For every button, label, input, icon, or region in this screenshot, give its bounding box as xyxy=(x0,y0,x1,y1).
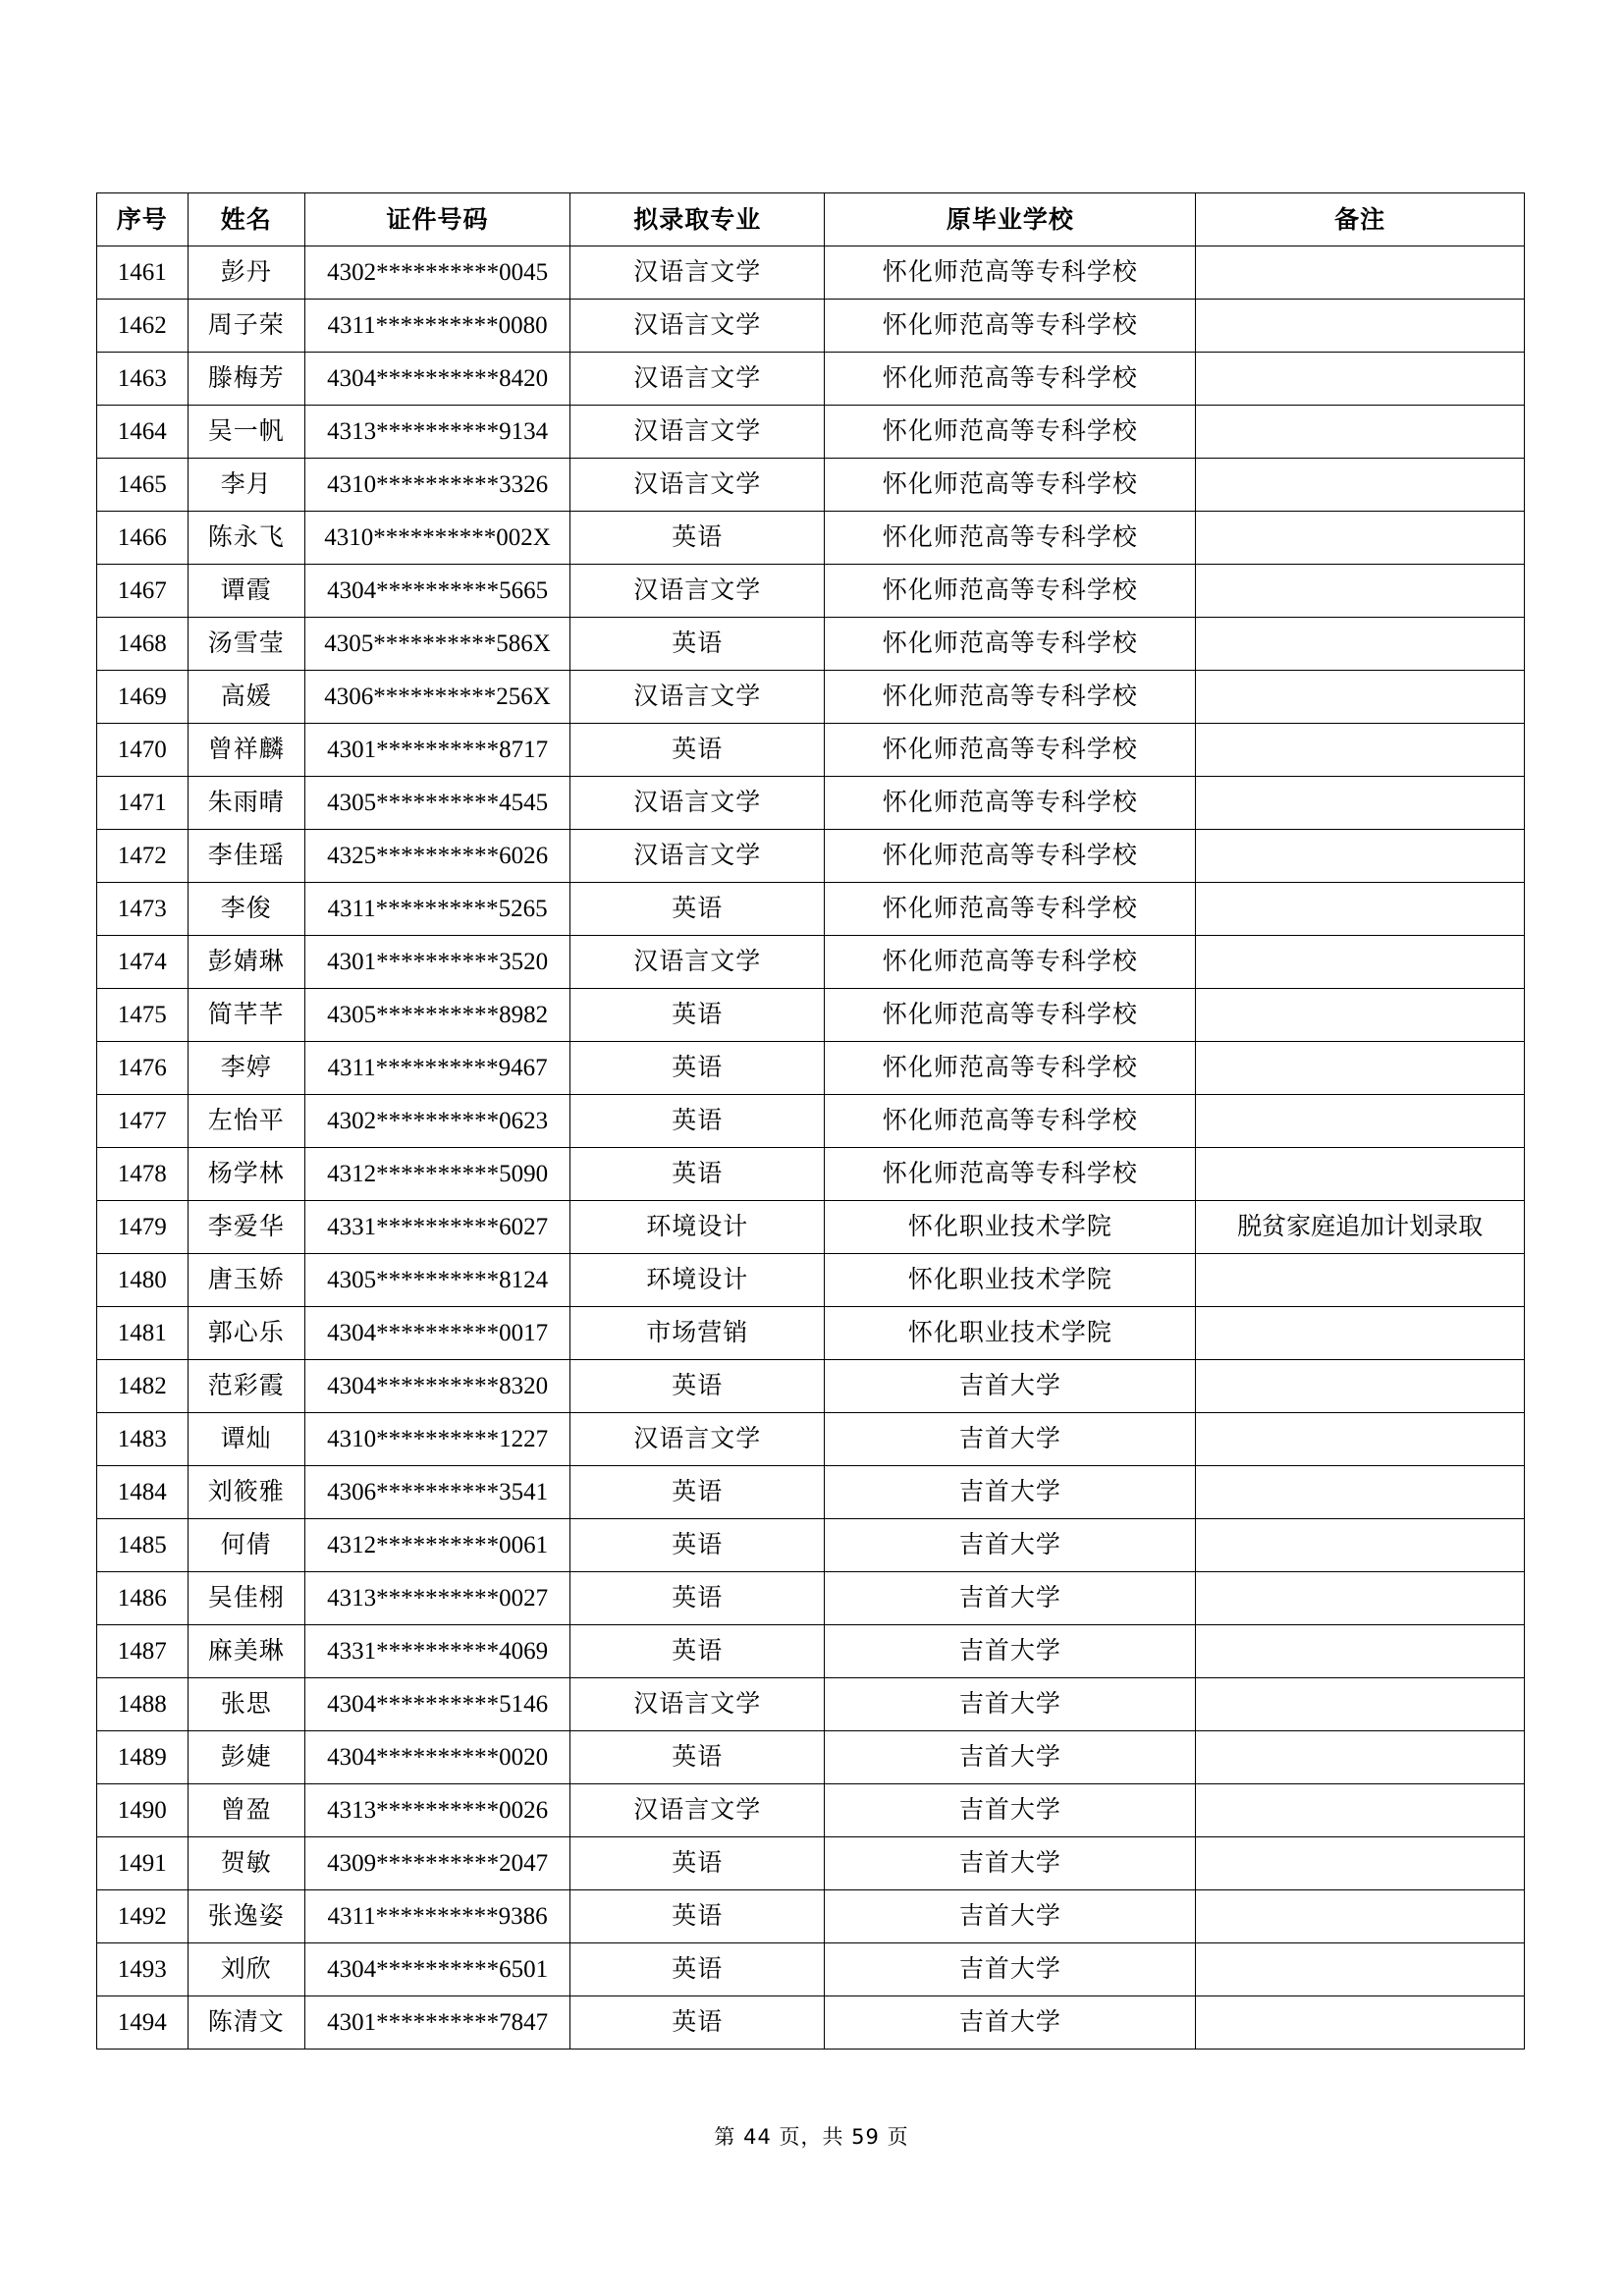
cell-major: 汉语言文学 xyxy=(570,1413,825,1466)
cell-major: 英语 xyxy=(570,1625,825,1678)
cell-school: 怀化师范高等专科学校 xyxy=(825,777,1196,830)
cell-major: 环境设计 xyxy=(570,1201,825,1254)
cell-name: 李佳瑶 xyxy=(188,830,304,883)
cell-name: 朱雨晴 xyxy=(188,777,304,830)
cell-id-number: 4301**********7847 xyxy=(305,1996,570,2050)
table-row xyxy=(97,1254,1525,1307)
cell-major: 市场营销 xyxy=(570,1307,825,1360)
admission-roster-table xyxy=(96,192,1525,2050)
cell-school: 怀化师范高等专科学校 xyxy=(825,353,1196,406)
cell-id-number: 4311**********9467 xyxy=(305,1042,570,1095)
cell-note xyxy=(1196,1625,1525,1678)
cell-name: 吴佳栩 xyxy=(188,1572,304,1625)
cell-note xyxy=(1196,512,1525,565)
table-row xyxy=(97,989,1525,1042)
cell-id-number: 4305**********4545 xyxy=(305,777,570,830)
cell-major: 英语 xyxy=(570,512,825,565)
cell-name: 谭霞 xyxy=(188,565,304,618)
cell-id-number: 4305**********8124 xyxy=(305,1254,570,1307)
cell-note xyxy=(1196,989,1525,1042)
cell-major: 汉语言文学 xyxy=(570,1678,825,1731)
cell-name: 刘欣 xyxy=(188,1943,304,1996)
cell-school: 吉首大学 xyxy=(825,1837,1196,1890)
cell-school: 吉首大学 xyxy=(825,1413,1196,1466)
cell-school: 怀化师范高等专科学校 xyxy=(825,1042,1196,1095)
table-row xyxy=(97,830,1525,883)
cell-school: 怀化师范高等专科学校 xyxy=(825,459,1196,512)
cell-school: 吉首大学 xyxy=(825,1996,1196,2050)
cell-name: 谭灿 xyxy=(188,1413,304,1466)
cell-school: 怀化师范高等专科学校 xyxy=(825,565,1196,618)
cell-name: 李婷 xyxy=(188,1042,304,1095)
cell-name: 曾祥麟 xyxy=(188,724,304,777)
cell-id-number: 4302**********0623 xyxy=(305,1095,570,1148)
cell-major: 英语 xyxy=(570,989,825,1042)
cell-name: 杨学林 xyxy=(188,1148,304,1201)
cell-school: 怀化师范高等专科学校 xyxy=(825,936,1196,989)
cell-id-number: 4312**********5090 xyxy=(305,1148,570,1201)
cell-id-number: 4304**********0017 xyxy=(305,1307,570,1360)
cell-id-number: 4304**********6501 xyxy=(305,1943,570,1996)
column-header-major: 拟录取专业 xyxy=(570,193,825,246)
cell-major: 英语 xyxy=(570,1095,825,1148)
table-row xyxy=(97,1837,1525,1890)
cell-id-number: 4305**********586X xyxy=(305,618,570,671)
column-header-index: 序号 xyxy=(97,193,189,246)
cell-school: 怀化师范高等专科学校 xyxy=(825,883,1196,936)
table-row xyxy=(97,1307,1525,1360)
cell-major: 英语 xyxy=(570,1572,825,1625)
cell-school: 吉首大学 xyxy=(825,1625,1196,1678)
cell-name: 范彩霞 xyxy=(188,1360,304,1413)
cell-name: 贺敏 xyxy=(188,1837,304,1890)
cell-note xyxy=(1196,1996,1525,2050)
cell-note xyxy=(1196,883,1525,936)
cell-index: 1483 xyxy=(97,1413,189,1466)
cell-note xyxy=(1196,1042,1525,1095)
cell-note xyxy=(1196,300,1525,353)
cell-name: 左怡平 xyxy=(188,1095,304,1148)
table-row xyxy=(97,1148,1525,1201)
cell-index: 1464 xyxy=(97,406,189,459)
table-row xyxy=(97,1201,1525,1254)
cell-id-number: 4331**********6027 xyxy=(305,1201,570,1254)
cell-name: 彭婕 xyxy=(188,1731,304,1784)
cell-id-number: 4304**********8420 xyxy=(305,353,570,406)
cell-index: 1472 xyxy=(97,830,189,883)
cell-index: 1467 xyxy=(97,565,189,618)
table-row xyxy=(97,246,1525,300)
table-body xyxy=(97,246,1525,2050)
cell-index: 1491 xyxy=(97,1837,189,1890)
cell-major: 汉语言文学 xyxy=(570,565,825,618)
cell-index: 1482 xyxy=(97,1360,189,1413)
cell-major: 英语 xyxy=(570,883,825,936)
cell-id-number: 4301**********3520 xyxy=(305,936,570,989)
cell-index: 1494 xyxy=(97,1996,189,2050)
cell-index: 1466 xyxy=(97,512,189,565)
cell-school: 吉首大学 xyxy=(825,1466,1196,1519)
cell-index: 1485 xyxy=(97,1519,189,1572)
cell-school: 吉首大学 xyxy=(825,1678,1196,1731)
cell-school: 怀化师范高等专科学校 xyxy=(825,1095,1196,1148)
table-row xyxy=(97,353,1525,406)
cell-note xyxy=(1196,1413,1525,1466)
cell-major: 英语 xyxy=(570,618,825,671)
cell-note xyxy=(1196,1784,1525,1837)
cell-major: 汉语言文学 xyxy=(570,936,825,989)
cell-major: 英语 xyxy=(570,1148,825,1201)
cell-major: 汉语言文学 xyxy=(570,406,825,459)
cell-note xyxy=(1196,1943,1525,1996)
cell-name: 陈清文 xyxy=(188,1996,304,2050)
cell-major: 英语 xyxy=(570,1519,825,1572)
cell-name: 彭丹 xyxy=(188,246,304,300)
cell-id-number: 4311**********9386 xyxy=(305,1890,570,1943)
cell-school: 怀化师范高等专科学校 xyxy=(825,246,1196,300)
column-header-note: 备注 xyxy=(1196,193,1525,246)
cell-name: 高媛 xyxy=(188,671,304,724)
cell-index: 1480 xyxy=(97,1254,189,1307)
cell-school: 怀化师范高等专科学校 xyxy=(825,671,1196,724)
cell-id-number: 4305**********8982 xyxy=(305,989,570,1042)
cell-id-number: 4325**********6026 xyxy=(305,830,570,883)
table-row xyxy=(97,1731,1525,1784)
cell-major: 英语 xyxy=(570,1360,825,1413)
cell-index: 1478 xyxy=(97,1148,189,1201)
cell-school: 怀化职业技术学院 xyxy=(825,1254,1196,1307)
table-row xyxy=(97,406,1525,459)
cell-major: 汉语言文学 xyxy=(570,1784,825,1837)
cell-index: 1463 xyxy=(97,353,189,406)
cell-id-number: 4304**********8320 xyxy=(305,1360,570,1413)
cell-major: 汉语言文学 xyxy=(570,353,825,406)
cell-major: 汉语言文学 xyxy=(570,459,825,512)
cell-name: 吴一帆 xyxy=(188,406,304,459)
cell-school: 怀化师范高等专科学校 xyxy=(825,618,1196,671)
table-row xyxy=(97,1413,1525,1466)
table-row xyxy=(97,1996,1525,2050)
table-row xyxy=(97,1943,1525,1996)
cell-school: 吉首大学 xyxy=(825,1572,1196,1625)
cell-index: 1488 xyxy=(97,1678,189,1731)
cell-school: 怀化师范高等专科学校 xyxy=(825,989,1196,1042)
table-row xyxy=(97,1095,1525,1148)
cell-index: 1487 xyxy=(97,1625,189,1678)
cell-id-number: 4306**********256X xyxy=(305,671,570,724)
cell-id-number: 4304**********0020 xyxy=(305,1731,570,1784)
cell-major: 汉语言文学 xyxy=(570,671,825,724)
table-row xyxy=(97,1784,1525,1837)
cell-note xyxy=(1196,777,1525,830)
cell-id-number: 4306**********3541 xyxy=(305,1466,570,1519)
cell-id-number: 4310**********3326 xyxy=(305,459,570,512)
cell-index: 1484 xyxy=(97,1466,189,1519)
cell-major: 英语 xyxy=(570,1837,825,1890)
cell-note xyxy=(1196,1890,1525,1943)
cell-note xyxy=(1196,565,1525,618)
cell-index: 1473 xyxy=(97,883,189,936)
table-row xyxy=(97,300,1525,353)
cell-school: 吉首大学 xyxy=(825,1943,1196,1996)
table-row xyxy=(97,936,1525,989)
cell-note xyxy=(1196,1254,1525,1307)
cell-name: 郭心乐 xyxy=(188,1307,304,1360)
cell-school: 怀化师范高等专科学校 xyxy=(825,512,1196,565)
cell-id-number: 4310**********1227 xyxy=(305,1413,570,1466)
cell-name: 唐玉娇 xyxy=(188,1254,304,1307)
cell-name: 陈永飞 xyxy=(188,512,304,565)
cell-note xyxy=(1196,1837,1525,1890)
cell-major: 英语 xyxy=(570,724,825,777)
cell-name: 汤雪莹 xyxy=(188,618,304,671)
cell-major: 汉语言文学 xyxy=(570,300,825,353)
cell-index: 1490 xyxy=(97,1784,189,1837)
table-row xyxy=(97,777,1525,830)
cell-index: 1479 xyxy=(97,1201,189,1254)
cell-index: 1489 xyxy=(97,1731,189,1784)
cell-index: 1474 xyxy=(97,936,189,989)
cell-note xyxy=(1196,459,1525,512)
table-row xyxy=(97,1678,1525,1731)
cell-id-number: 4304**********5665 xyxy=(305,565,570,618)
cell-major: 汉语言文学 xyxy=(570,246,825,300)
cell-school: 怀化师范高等专科学校 xyxy=(825,724,1196,777)
cell-index: 1493 xyxy=(97,1943,189,1996)
cell-note xyxy=(1196,1148,1525,1201)
table-row xyxy=(97,1625,1525,1678)
cell-id-number: 4311**********0080 xyxy=(305,300,570,353)
cell-note: 脱贫家庭追加计划录取 xyxy=(1196,1201,1525,1254)
cell-name: 简芊芊 xyxy=(188,989,304,1042)
cell-school: 怀化师范高等专科学校 xyxy=(825,406,1196,459)
table-header-row xyxy=(97,193,1525,246)
cell-school: 吉首大学 xyxy=(825,1519,1196,1572)
table-row xyxy=(97,1360,1525,1413)
cell-name: 李爱华 xyxy=(188,1201,304,1254)
cell-id-number: 4302**********0045 xyxy=(305,246,570,300)
page-footer xyxy=(0,2121,1623,2151)
cell-note xyxy=(1196,1360,1525,1413)
cell-school: 怀化职业技术学院 xyxy=(825,1307,1196,1360)
cell-school: 吉首大学 xyxy=(825,1784,1196,1837)
cell-name: 张逸姿 xyxy=(188,1890,304,1943)
cell-school: 怀化师范高等专科学校 xyxy=(825,1148,1196,1201)
cell-name: 李俊 xyxy=(188,883,304,936)
cell-note xyxy=(1196,724,1525,777)
cell-index: 1486 xyxy=(97,1572,189,1625)
cell-name: 麻美琳 xyxy=(188,1625,304,1678)
table-row xyxy=(97,1890,1525,1943)
cell-major: 汉语言文学 xyxy=(570,777,825,830)
table-header xyxy=(97,193,1525,246)
cell-index: 1469 xyxy=(97,671,189,724)
table-row xyxy=(97,512,1525,565)
table-row xyxy=(97,1572,1525,1625)
cell-school: 吉首大学 xyxy=(825,1890,1196,1943)
table-row xyxy=(97,1466,1525,1519)
cell-note xyxy=(1196,353,1525,406)
table-row xyxy=(97,459,1525,512)
cell-note xyxy=(1196,671,1525,724)
cell-index: 1465 xyxy=(97,459,189,512)
table-row xyxy=(97,618,1525,671)
cell-note xyxy=(1196,1466,1525,1519)
cell-note xyxy=(1196,1095,1525,1148)
cell-major: 英语 xyxy=(570,1890,825,1943)
cell-index: 1462 xyxy=(97,300,189,353)
cell-id-number: 4311**********5265 xyxy=(305,883,570,936)
cell-school: 吉首大学 xyxy=(825,1360,1196,1413)
roster-table-container xyxy=(96,192,1525,2050)
cell-id-number: 4313**********9134 xyxy=(305,406,570,459)
cell-name: 彭婧琳 xyxy=(188,936,304,989)
table-row xyxy=(97,671,1525,724)
cell-note xyxy=(1196,1731,1525,1784)
cell-major: 英语 xyxy=(570,1996,825,2050)
cell-id-number: 4309**********2047 xyxy=(305,1837,570,1890)
cell-name: 张思 xyxy=(188,1678,304,1731)
cell-note xyxy=(1196,830,1525,883)
table-row xyxy=(97,1519,1525,1572)
cell-note xyxy=(1196,1572,1525,1625)
cell-major: 汉语言文学 xyxy=(570,830,825,883)
cell-note xyxy=(1196,406,1525,459)
cell-index: 1492 xyxy=(97,1890,189,1943)
cell-note xyxy=(1196,246,1525,300)
cell-major: 英语 xyxy=(570,1943,825,1996)
table-row xyxy=(97,1042,1525,1095)
cell-id-number: 4312**********0061 xyxy=(305,1519,570,1572)
cell-major: 环境设计 xyxy=(570,1254,825,1307)
cell-note xyxy=(1196,1307,1525,1360)
cell-name: 周子荣 xyxy=(188,300,304,353)
column-header-school: 原毕业学校 xyxy=(825,193,1196,246)
cell-index: 1475 xyxy=(97,989,189,1042)
cell-id-number: 4301**********8717 xyxy=(305,724,570,777)
cell-note xyxy=(1196,936,1525,989)
cell-id-number: 4313**********0026 xyxy=(305,1784,570,1837)
cell-id-number: 4304**********5146 xyxy=(305,1678,570,1731)
table-row xyxy=(97,724,1525,777)
cell-major: 英语 xyxy=(570,1466,825,1519)
cell-index: 1481 xyxy=(97,1307,189,1360)
cell-name: 曾盈 xyxy=(188,1784,304,1837)
cell-school: 怀化师范高等专科学校 xyxy=(825,300,1196,353)
cell-name: 李月 xyxy=(188,459,304,512)
cell-school: 怀化职业技术学院 xyxy=(825,1201,1196,1254)
page-number-text: 第 44 页，共 59 页 xyxy=(714,2125,909,2149)
column-header-name: 姓名 xyxy=(188,193,304,246)
cell-index: 1477 xyxy=(97,1095,189,1148)
cell-note xyxy=(1196,1519,1525,1572)
cell-note xyxy=(1196,618,1525,671)
cell-name: 刘筱雅 xyxy=(188,1466,304,1519)
table-row xyxy=(97,883,1525,936)
cell-index: 1470 xyxy=(97,724,189,777)
cell-name: 滕梅芳 xyxy=(188,353,304,406)
cell-school: 怀化师范高等专科学校 xyxy=(825,830,1196,883)
cell-major: 英语 xyxy=(570,1731,825,1784)
cell-index: 1476 xyxy=(97,1042,189,1095)
cell-index: 1471 xyxy=(97,777,189,830)
table-row xyxy=(97,565,1525,618)
column-header-id-number: 证件号码 xyxy=(305,193,570,246)
cell-id-number: 4310**********002X xyxy=(305,512,570,565)
cell-major: 英语 xyxy=(570,1042,825,1095)
cell-index: 1468 xyxy=(97,618,189,671)
cell-id-number: 4313**********0027 xyxy=(305,1572,570,1625)
cell-index: 1461 xyxy=(97,246,189,300)
cell-school: 吉首大学 xyxy=(825,1731,1196,1784)
cell-id-number: 4331**********4069 xyxy=(305,1625,570,1678)
cell-note xyxy=(1196,1678,1525,1731)
cell-name: 何倩 xyxy=(188,1519,304,1572)
